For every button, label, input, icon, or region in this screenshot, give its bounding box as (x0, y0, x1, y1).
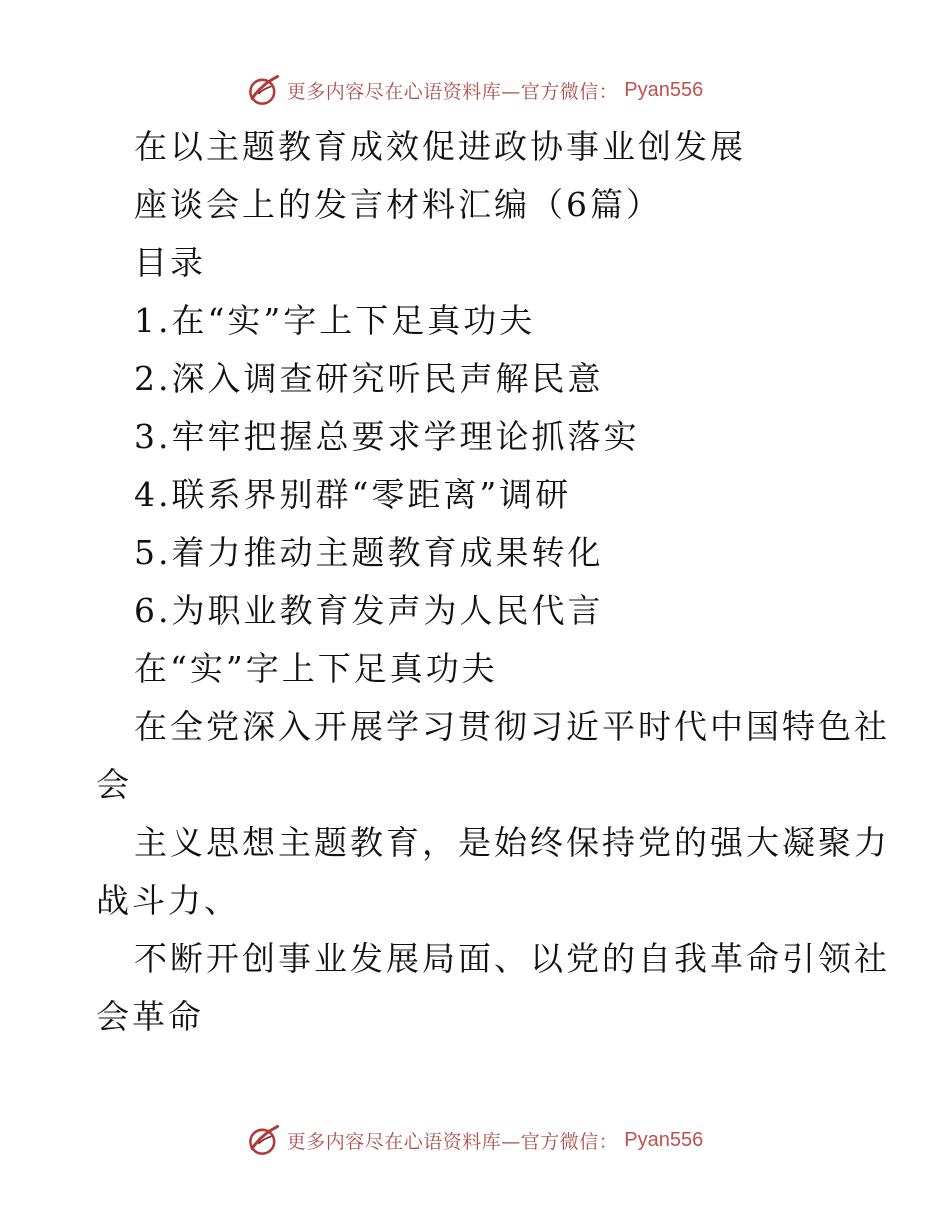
banner-text: 更多内容尽在心语资料库—官方微信： (286, 1130, 619, 1153)
document-line: 1.在“实”字上下足真功夫 (134, 301, 536, 340)
footer-watermark (0, 1120, 950, 1160)
document-line: 目录 (134, 243, 206, 282)
banner-wechat-id: Pyan556 (624, 78, 704, 101)
document-line: 2.深入调查研究听民声解民意 (134, 359, 604, 398)
document-line: 6.为职业教育发声为人民代言 (134, 591, 604, 630)
document-body (96, 118, 890, 1046)
document-line: 主义思想主题教育，是始终保持党的强大凝聚力 (134, 823, 890, 862)
document-line: 在全党深入开展学习贯彻习近平时代中国特色社 (134, 707, 890, 746)
document-line: 会革命 (96, 997, 204, 1036)
banner-wechat-id: Pyan556 (624, 1128, 704, 1151)
document-line: 战斗力、 (96, 881, 240, 920)
header-watermark (0, 70, 950, 110)
document-line: 座谈会上的发言材料汇编（6篇） (134, 185, 662, 224)
document-line: 不断开创事业发展局面、以党的自我革命引领社 (134, 939, 890, 978)
banner-text: 更多内容尽在心语资料库—官方微信： (286, 80, 619, 103)
document-line: 在“实”字上下足真功夫 (134, 649, 498, 688)
document-line: 4.联系界别群“零距离”调研 (134, 475, 572, 514)
brush-logo-icon (247, 1123, 281, 1157)
document-line: 3.牢牢把握总要求学理论抓落实 (134, 417, 640, 456)
document-line: 在以主题教育成效促进政协事业创发展 (134, 127, 746, 166)
brush-logo-icon (247, 73, 281, 107)
document-line: 5.着力推动主题教育成果转化 (134, 533, 604, 572)
document-line: 会 (96, 765, 132, 804)
